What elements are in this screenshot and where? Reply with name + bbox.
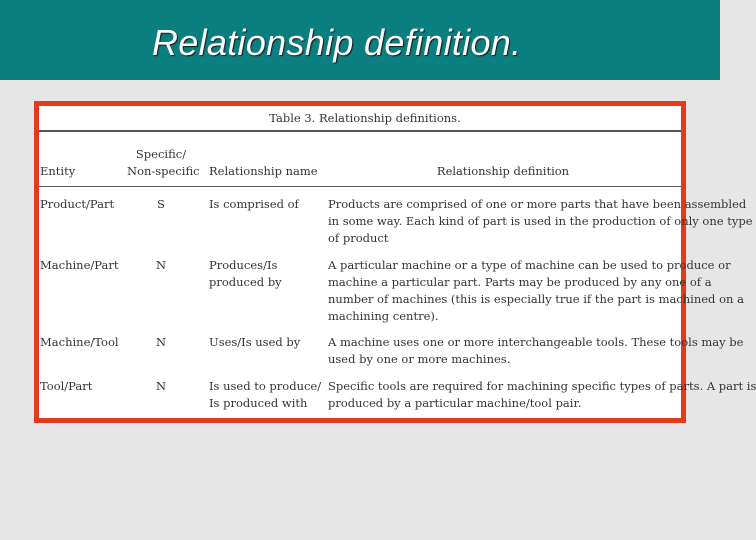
row-specific: S [157,197,165,211]
row-name-line: produced by [209,275,282,289]
header-rule [39,186,681,187]
row-specific: N [155,379,167,393]
relationship-table [39,106,756,418]
row-definition-line: machine a particular part. Parts may be produced by any one of a [328,275,712,289]
row-definition-line: number of machines (this is especially true if the part is machined on a [328,292,744,306]
row-entity: Tool/Part [40,379,93,393]
slide-header [0,0,720,80]
row-definition-line: in some way. Each kind of part is used in the production of only one type [328,214,753,228]
row-definition-line: A machine uses one or more interchangeable tools. These tools may be [328,335,744,349]
row-definition-line: A particular machine or a type of machine can be used to produce or [328,258,731,272]
row-definition-line: Specific tools are required for machining specific types of parts. A part is [328,379,756,393]
row-entity: Machine/Part [40,258,119,272]
row-definition-line: machining centre). [328,309,439,323]
header-entity: Entity [40,164,76,178]
header-specific-line2: Non-specific [127,164,200,178]
row-specific: N [155,258,167,272]
row-definition-line: produced by a particular machine/tool pair. [328,396,582,410]
row-name-line: Is produced with [209,396,308,410]
header-specific-line1: Specific/ [135,147,187,161]
row-definition-line: of product [328,231,389,245]
table-caption: Table 3. Relationship definitions. [269,111,461,125]
top-rule [39,130,681,132]
row-name-line: Is used to produce/ [209,379,322,393]
table-frame [34,101,756,423]
row-name-line: Is comprised of [209,197,299,211]
row-definition-line: used by one or more machines. [328,352,511,366]
slide-title: Relationship definition. [152,22,522,63]
row-entity: Machine/Tool [40,335,119,349]
row-name-line: Uses/Is used by [209,335,301,349]
row-specific: N [155,335,167,349]
row-entity: Product/Part [40,197,115,211]
row-name-line: Produces/Is [209,258,278,272]
header-relationship-definition: Relationship definition [436,164,570,178]
row-definition-line: Products are comprised of one or more parts that have been assembled [328,197,747,211]
header-relationship-name: Relationship name [209,164,318,178]
